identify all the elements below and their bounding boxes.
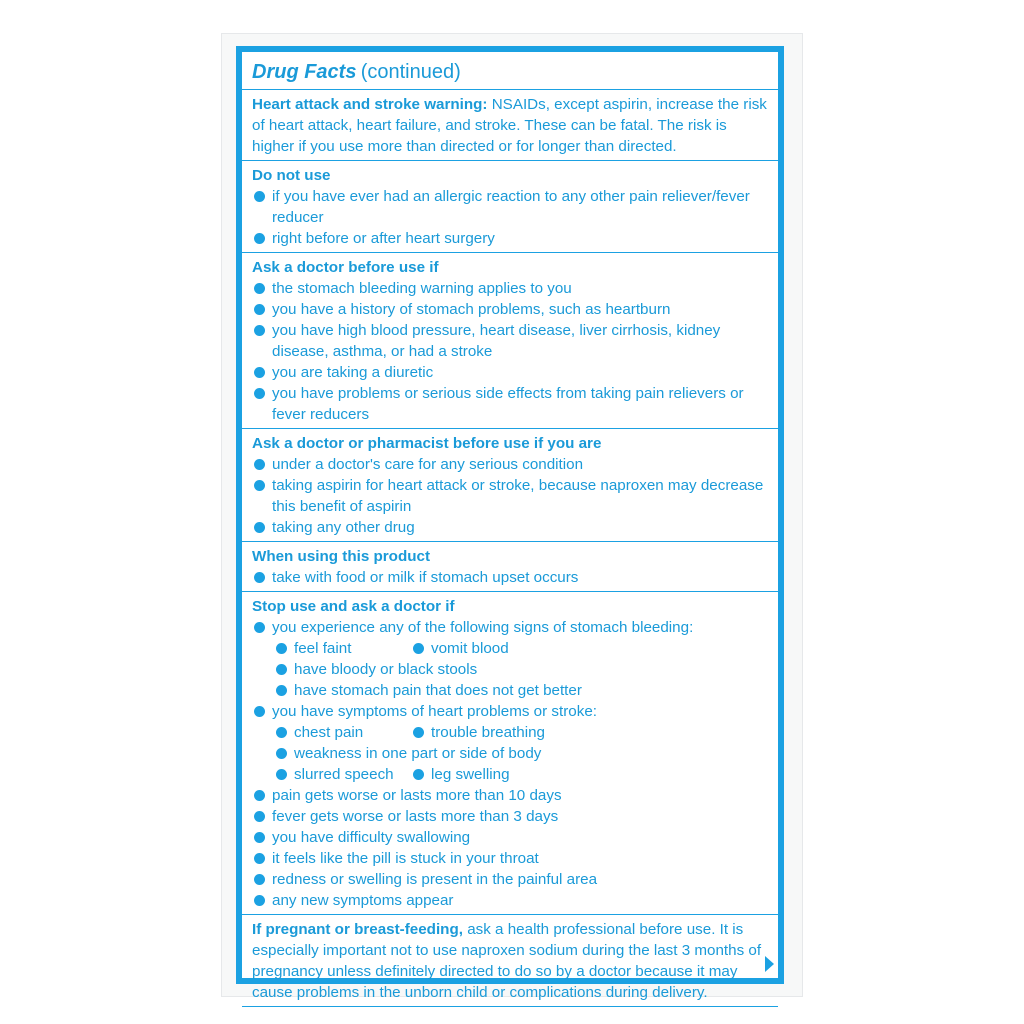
bullet-dot-icon bbox=[254, 388, 265, 399]
list-item-text: taking aspirin for heart attack or stroke, because naproxen may decrease this benefit of aspirin bbox=[272, 477, 764, 515]
list-item-text: you have symptoms of heart problems or stroke: bbox=[272, 703, 597, 720]
bullet-dot-icon bbox=[254, 853, 265, 864]
sub-list-item bbox=[252, 638, 411, 659]
bullet-dot-icon bbox=[254, 191, 265, 202]
bullet-dot-icon bbox=[254, 895, 265, 906]
list-item bbox=[252, 848, 768, 869]
list-item bbox=[252, 186, 768, 228]
list-item-text: pain gets worse or lasts more than 10 days bbox=[272, 787, 562, 804]
ask-doctor-section bbox=[242, 253, 778, 429]
sub-list-item bbox=[252, 722, 411, 743]
list-item-text: take with food or milk if stomach upset occurs bbox=[272, 569, 579, 586]
list-item-text: if you have ever had an allergic reaction to any other pain reliever/fever reducer bbox=[272, 188, 750, 226]
bullet-dot-icon bbox=[254, 572, 265, 583]
sub-list-item-text: weakness in one part or side of body bbox=[294, 745, 542, 762]
sub-list-item-text: feel faint bbox=[294, 640, 352, 657]
sub-list-row bbox=[252, 764, 768, 785]
when-using-head: When using this product bbox=[252, 548, 431, 565]
list-item bbox=[252, 567, 768, 588]
continue-arrow-icon bbox=[765, 956, 774, 972]
list-item bbox=[252, 827, 768, 848]
list-item-text: right before or after heart surgery bbox=[272, 230, 495, 247]
list-item-text: it feels like the pill is stuck in your throat bbox=[272, 850, 539, 867]
bullet-dot-icon bbox=[276, 727, 287, 738]
bullet-dot-icon bbox=[276, 643, 287, 654]
title-main: Drug Facts bbox=[252, 61, 357, 83]
list-item bbox=[252, 320, 768, 362]
list-item bbox=[252, 383, 768, 425]
sub-list-item-text: leg swelling bbox=[431, 766, 510, 783]
bullet-dot-icon bbox=[254, 325, 265, 336]
bullet-dot-icon bbox=[276, 748, 287, 759]
bullet-dot-icon bbox=[413, 643, 424, 654]
stop-use-head: Stop use and ask a doctor if bbox=[252, 598, 455, 615]
bullet-dot-icon bbox=[254, 480, 265, 491]
ask-doctor-head: Ask a doctor before use if bbox=[252, 259, 439, 276]
pregnant-text: ask a health professional before use. It is especially important not to use naproxen sodium during the last 3 months of pregnancy unless definitely directed to do so by a doctor because it may cause problems in the unborn child or complications during delivery. bbox=[252, 921, 762, 1001]
list-item-text: redness or swelling is present in the painful area bbox=[272, 871, 598, 888]
list-item bbox=[252, 299, 768, 320]
heart-warning-text: NSAIDs, except aspirin, increase the risk of heart attack, heart failure, and stroke. These can be fatal. The risk is higher if you use more than directed or for longer than directed. bbox=[252, 96, 767, 155]
sub-list-item-text: trouble breathing bbox=[431, 724, 545, 741]
sub-list-row bbox=[252, 638, 768, 659]
list-item bbox=[252, 617, 768, 638]
bullet-dot-icon bbox=[254, 811, 265, 822]
list-item-text: under a doctor's care for any serious condition bbox=[272, 456, 584, 473]
drug-facts-title bbox=[242, 52, 778, 90]
list-item bbox=[252, 454, 768, 475]
sub-list-item bbox=[252, 680, 768, 701]
do-not-use-head: Do not use bbox=[252, 167, 331, 184]
bullet-dot-icon bbox=[276, 685, 287, 696]
ask-pharmacist-head: Ask a doctor or pharmacist before use if you are bbox=[252, 435, 602, 452]
title-sub: (continued) bbox=[360, 61, 461, 83]
list-item bbox=[252, 362, 768, 383]
sub-list-item bbox=[252, 764, 411, 785]
bullet-dot-icon bbox=[413, 769, 424, 780]
pregnant-section bbox=[242, 915, 778, 1007]
list-item-text: you have problems or serious side effects from taking pain relievers or fever reducers bbox=[272, 385, 744, 423]
bullet-dot-icon bbox=[413, 727, 424, 738]
sub-list-item bbox=[252, 743, 768, 764]
sub-list-item bbox=[252, 659, 768, 680]
list-item bbox=[252, 701, 768, 722]
list-item bbox=[252, 475, 768, 517]
sub-list-item-text: have bloody or black stools bbox=[294, 661, 478, 678]
list-item bbox=[252, 890, 768, 911]
list-item-text: the stomach bleeding warning applies to you bbox=[272, 280, 572, 297]
list-item-text: any new symptoms appear bbox=[272, 892, 454, 909]
heart-warning-section bbox=[242, 90, 778, 161]
list-item-text: you have a history of stomach problems, such as heartburn bbox=[272, 301, 671, 318]
bullet-dot-icon bbox=[254, 622, 265, 633]
stop-use-section bbox=[242, 592, 778, 915]
list-item-text: you have difficulty swallowing bbox=[272, 829, 471, 846]
sub-list-item bbox=[411, 764, 510, 785]
pregnant-head: If pregnant or breast-feeding, bbox=[252, 921, 463, 938]
bullet-dot-icon bbox=[254, 706, 265, 717]
heart-warning-head: Heart attack and stroke warning: bbox=[252, 96, 488, 113]
bullet-dot-icon bbox=[254, 304, 265, 315]
sub-list-item-text: slurred speech bbox=[294, 766, 394, 783]
bullet-dot-icon bbox=[254, 874, 265, 885]
list-item-text: fever gets worse or lasts more than 3 days bbox=[272, 808, 559, 825]
sub-list-item-text: chest pain bbox=[294, 724, 364, 741]
bullet-dot-icon bbox=[254, 283, 265, 294]
do-not-use-section bbox=[242, 161, 778, 253]
sub-list-item-text: have stomach pain that does not get better bbox=[294, 682, 582, 699]
bullet-dot-icon bbox=[254, 790, 265, 801]
drug-facts-panel bbox=[236, 46, 784, 1001]
bullet-dot-icon bbox=[254, 459, 265, 470]
list-item-text: you are taking a diuretic bbox=[272, 364, 434, 381]
bullet-dot-icon bbox=[254, 832, 265, 843]
list-item bbox=[252, 806, 768, 827]
list-item bbox=[252, 785, 768, 806]
list-item-text: you experience any of the following signs of stomach bleeding: bbox=[272, 619, 694, 636]
sub-list-item bbox=[411, 638, 509, 659]
list-item bbox=[252, 869, 768, 890]
ask-pharmacist-section bbox=[242, 429, 778, 542]
bullet-dot-icon bbox=[276, 769, 287, 780]
list-item-text: you have high blood pressure, heart disease, liver cirrhosis, kidney disease, asthma, or had a stroke bbox=[272, 322, 721, 360]
bullet-dot-icon bbox=[276, 664, 287, 675]
bullet-dot-icon bbox=[254, 233, 265, 244]
list-item bbox=[252, 278, 768, 299]
sub-list-item-text: vomit blood bbox=[431, 640, 509, 657]
list-item bbox=[252, 517, 768, 538]
sub-list-row bbox=[252, 722, 768, 743]
sub-list-item bbox=[411, 722, 545, 743]
list-item-text: taking any other drug bbox=[272, 519, 415, 536]
when-using-section bbox=[242, 542, 778, 592]
bullet-dot-icon bbox=[254, 367, 265, 378]
list-item bbox=[252, 228, 768, 249]
bullet-dot-icon bbox=[254, 522, 265, 533]
